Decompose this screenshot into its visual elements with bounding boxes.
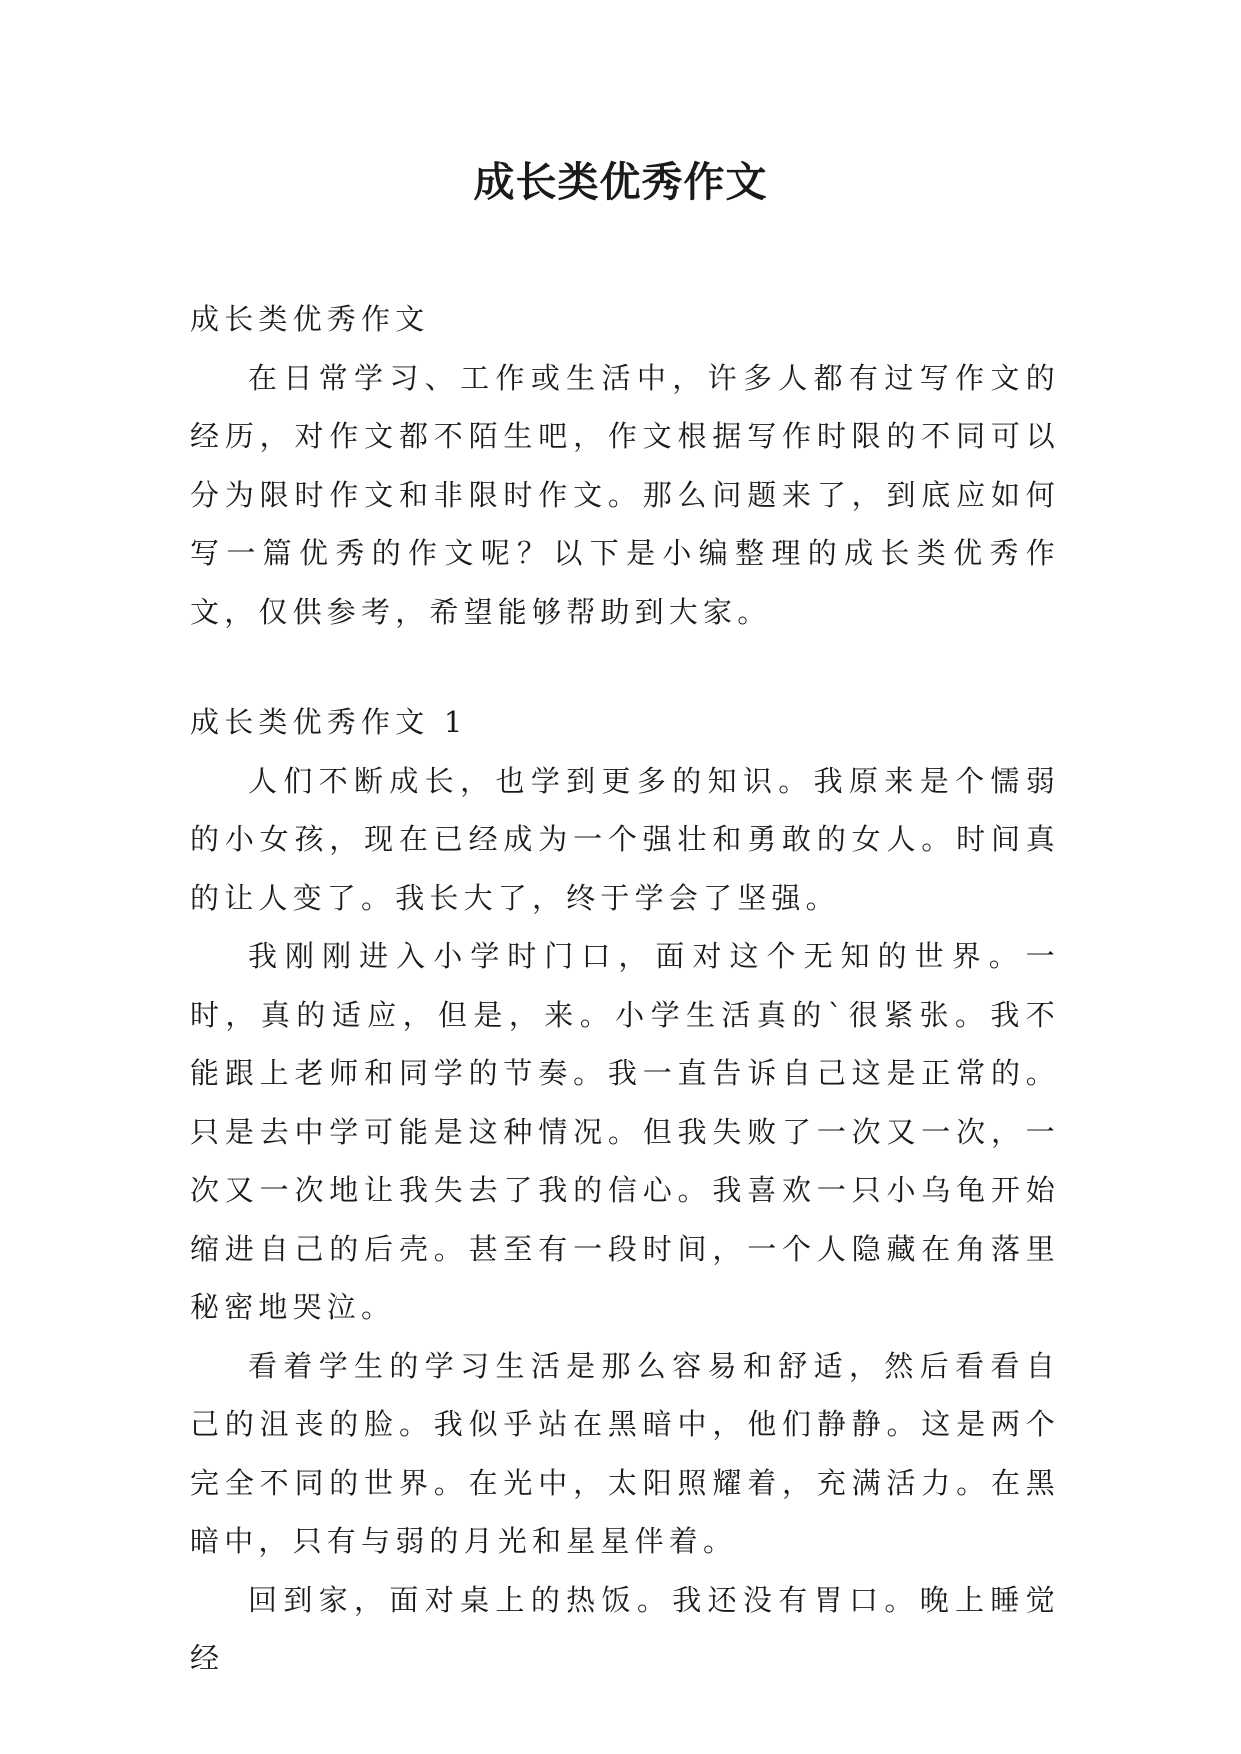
essay-1-paragraph: 我刚刚进入小学时门口，面对这个无知的世界。一时，真的适应，但是，来。小学生活真的`很紧张。我不能跟上老师和同学的节奏。我一直告诉自己这是正常的。只是去中学可能是这种情况。但我失败了一次又一次，一次又一次地让我失去了我的信心。我喜欢一只小乌龟开始缩进自己的后壳。甚至有一段时间，一个人隐藏在角落里秘密地哭泣。 bbox=[190, 939, 1060, 1324]
document-title: 成长类优秀作文 bbox=[473, 158, 768, 206]
intro-paragraph: 在日常学习、工作或生活中，许多人都有过写作文的经历，对作文都不陌生吧，作文根据写作时限的不同可以分为限时作文和非限时作文。那么问题来了，到底应如何写一篇优秀的作文呢？以下是小编整理的成长类优秀作文，仅供参考，希望能够帮助到大家。 bbox=[190, 360, 1060, 629]
essay-1-paragraph: 看着学生的学习生活是那么容易和舒适，然后看看自己的沮丧的脸。我似乎站在黑暗中，他们静静。这是两个完全不同的世界。在光中，太阳照耀着，充满活力。在黑暗中，只有与弱的月光和星星伴着。 bbox=[190, 1348, 1060, 1558]
essay-1-section bbox=[190, 693, 1060, 1688]
essay-1-paragraph: 人们不断成长，也学到更多的知识。我原来是个懦弱的小女孩，现在已经成为一个强壮和勇敢的女人。时间真的让人变了。我长大了，终于学会了坚强。 bbox=[190, 763, 1060, 915]
essay-1-paragraph: 回到家，面对桌上的热饭。我还没有胃口。晚上睡觉经 bbox=[190, 1582, 1060, 1675]
intro-section bbox=[190, 290, 1060, 641]
intro-heading: 成长类优秀作文 bbox=[190, 302, 430, 336]
essay-1-heading: 成长类优秀作文 1 bbox=[190, 705, 468, 739]
